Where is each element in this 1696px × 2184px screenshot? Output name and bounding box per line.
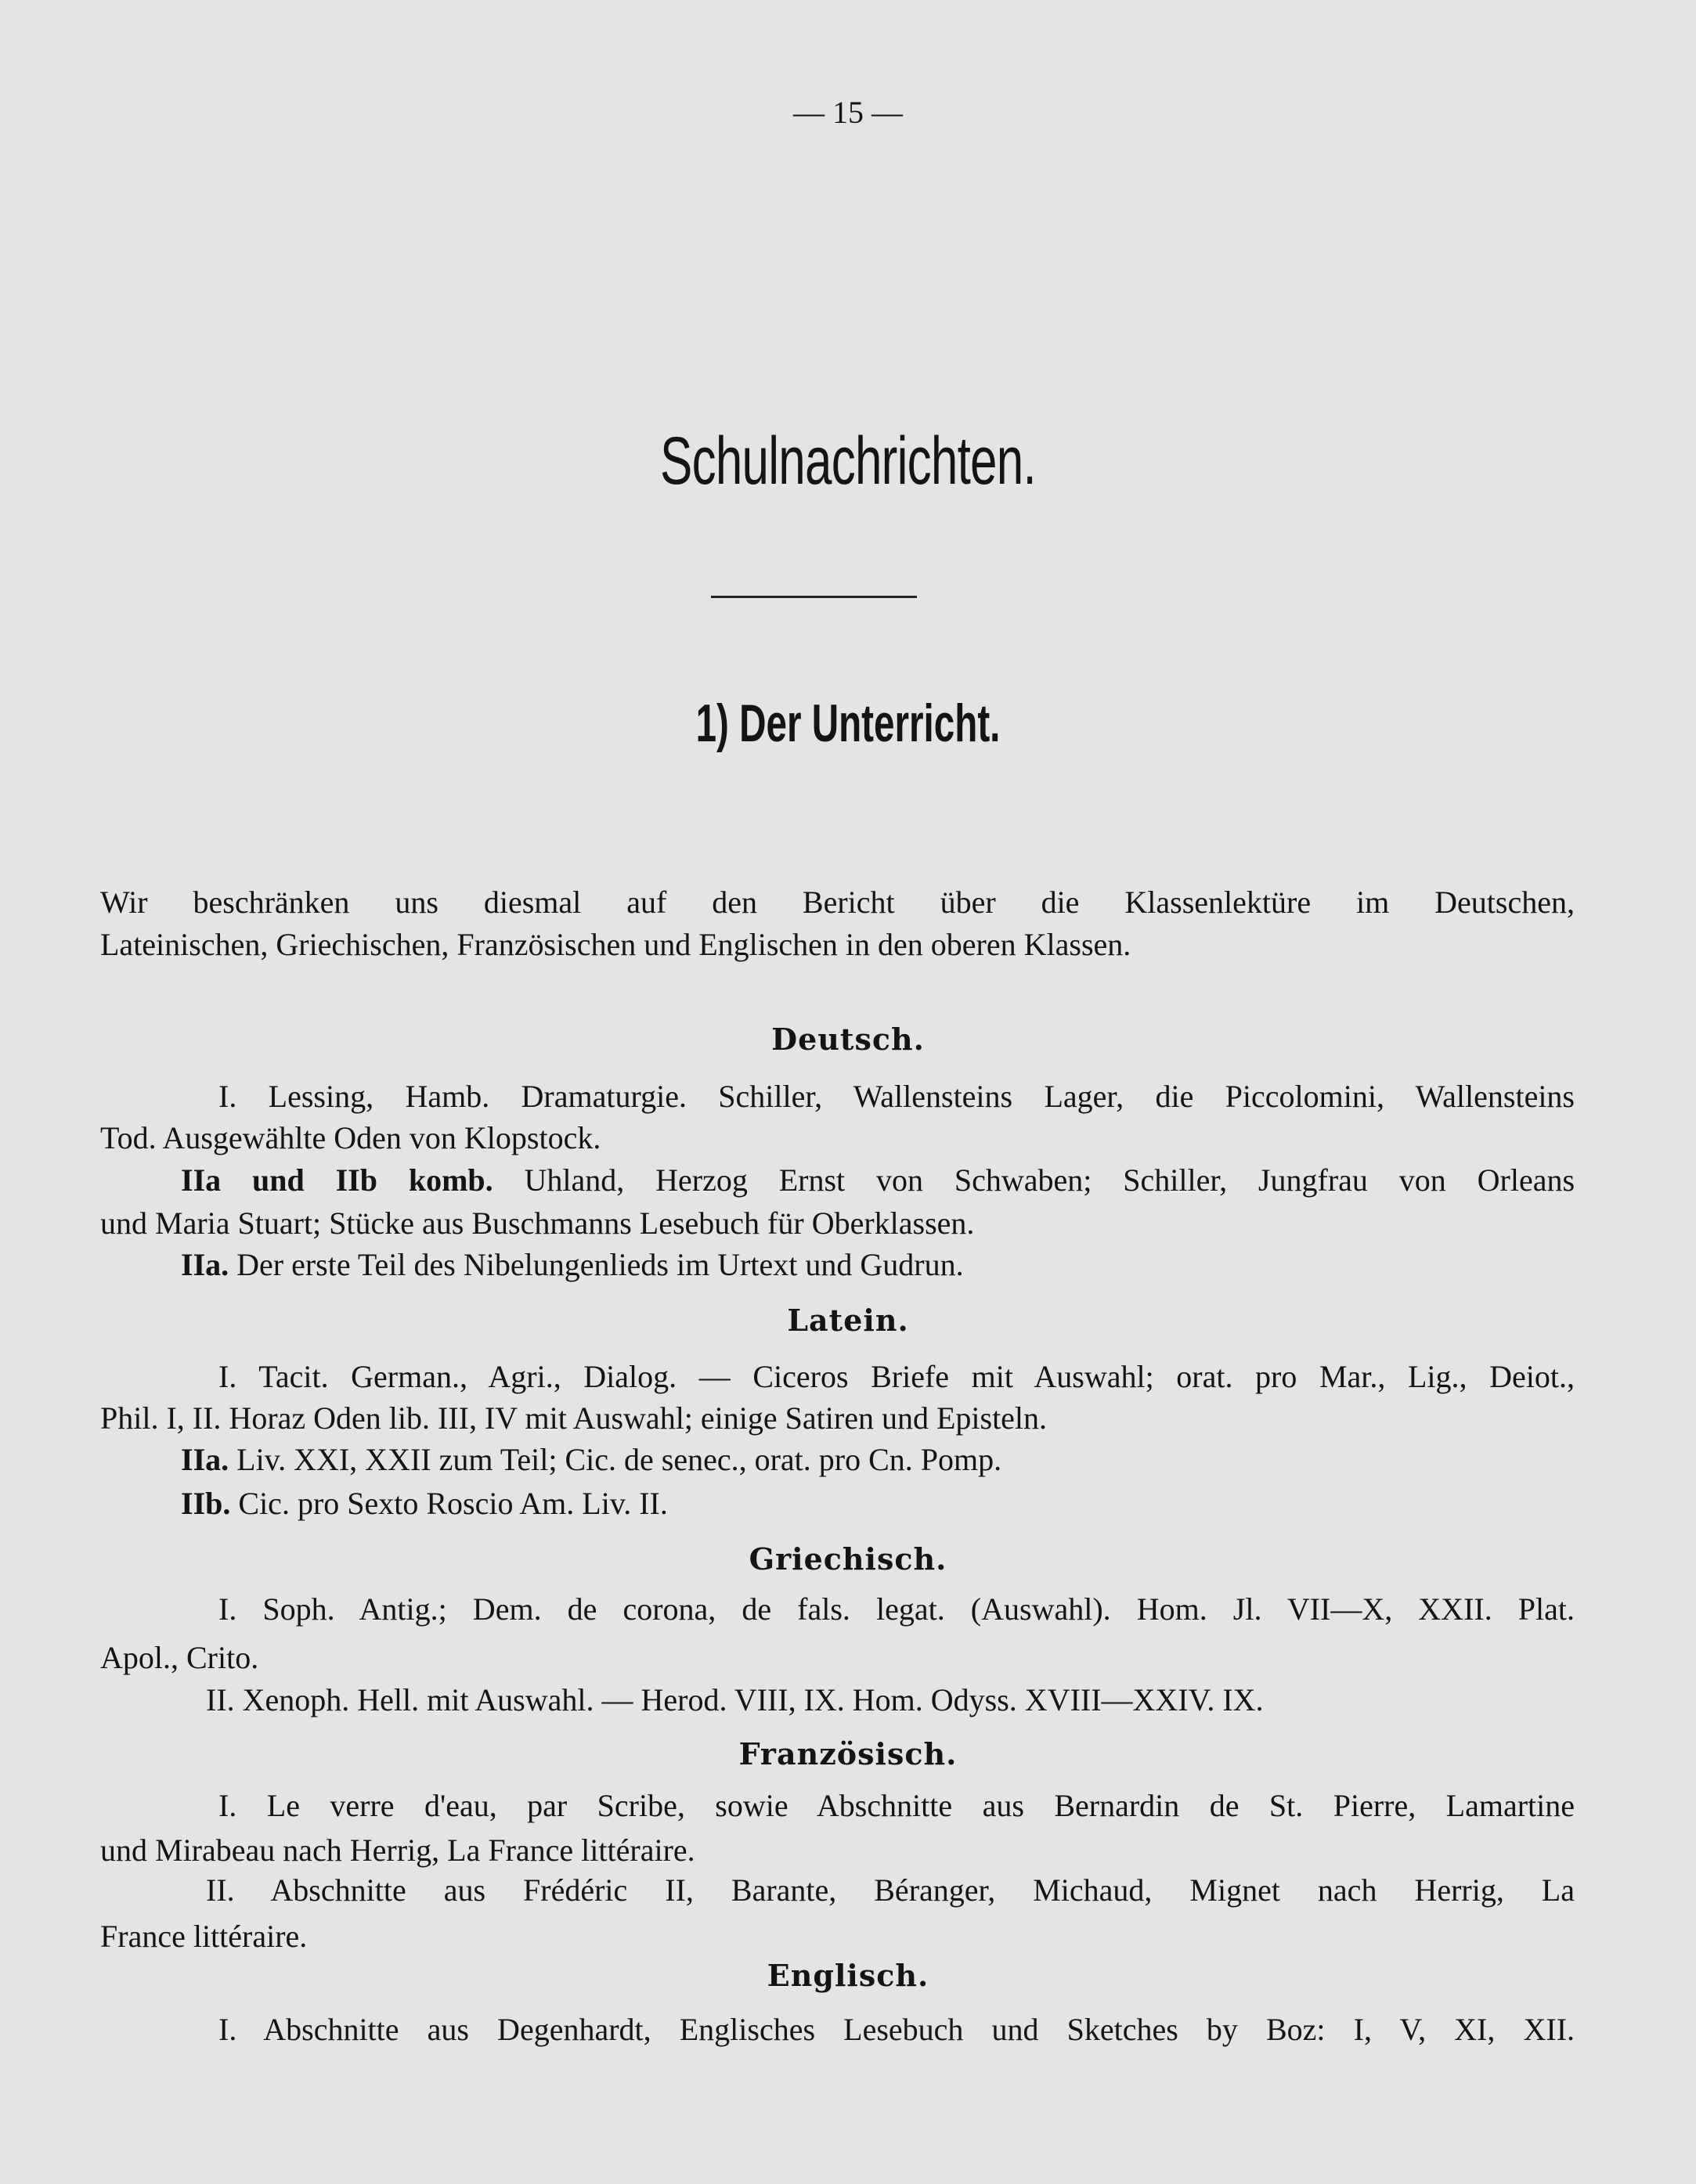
entry-continuation-line: und Maria Stuart; Stücke aus Buschmanns Lesebuch für Oberklassen. [100,1206,975,1241]
entry-first-line [206,1680,1575,1721]
subject-heading: Deutsch. [771,1022,925,1057]
intro-line: Lateinischen, Griechischen, Französischen und Englischen in den oberen Klassen. [100,927,1131,962]
class-label: IIa. [181,1247,229,1282]
entry-first-line [218,2009,1575,2050]
entry-text: Le verre d'eau, par Scribe, sowie Abschnitte aus Bernardin de St. Pierre, Lamartine [266,1788,1575,1823]
entry-first-line [181,1160,1575,1201]
entry-text: Tacit. German., Agri., Dialog. — Ciceros Briefe mit Auswahl; orat. pro Mar., Lig., Deiot., [258,1359,1575,1394]
subject-heading: Griechisch. [749,1541,947,1577]
entry-text: Lessing, Hamb. Dramaturgie. Schiller, Wallensteins Lager, die Piccolomini, Wallensteins [268,1079,1575,1114]
class-label: I. [218,1591,237,1627]
entry-text: Uhland, Herzog Ernst von Schwaben; Schiller, Jungfrau von Orleans [524,1162,1575,1198]
entry-text: Cic. pro Sexto Roscio Am. Liv. II. [238,1486,668,1521]
entry-first-line [218,1357,1575,1397]
class-label: IIb. [181,1486,231,1521]
page-number: — 15 — [793,95,903,130]
class-label: II. [206,1682,235,1717]
entry-continuation-line: Apol., Crito. [100,1640,259,1675]
class-label: II. [206,1872,235,1908]
entry-first-line [218,1076,1575,1117]
entry-first-line [218,1786,1575,1826]
entry-first-line [181,1440,1575,1480]
intro-line: Wir beschränken uns diesmal auf den Bericht über die Klassenlektüre im Deutschen, [100,885,1575,920]
entry-first-line [206,1870,1575,1911]
entry-text: Abschnitte aus Frédéric II, Barante, Béranger, Michaud, Mignet nach Herrig, La [270,1872,1575,1908]
class-label: IIa. [181,1442,229,1477]
entry-first-line [181,1483,1575,1524]
entry-first-line [181,1245,1575,1285]
entry-text: Soph. Antig.; Dem. de corona, de fals. legat. (Auswahl). Hom. Jl. VII—X, XXII. Plat. [262,1591,1575,1627]
class-label: I. [218,1788,237,1823]
entry-text: Abschnitte aus Degenhardt, Englisches Lesebuch und Sketches by Boz: I, V, XI, XII. [263,2012,1575,2047]
title-divider [711,596,917,598]
entry-continuation-line: und Mirabeau nach Herrig, La France littéraire. [100,1833,695,1868]
entry-text: Der erste Teil des Nibelungenlieds im Urtext und Gudrun. [236,1247,964,1282]
subject-heading: Latein. [787,1303,909,1338]
class-label: I. [218,1359,237,1394]
entry-continuation-line: Tod. Ausgewählte Oden von Klopstock. [100,1120,601,1155]
section-title: 1) Der Unterricht. [695,694,1001,753]
entry-text: Xenoph. Hell. mit Auswahl. — Herod. VIII, IX. Hom. Odyss. XVIII—XXIV. IX. [242,1682,1264,1717]
entry-first-line [218,1589,1575,1630]
class-label: I. [218,1079,237,1114]
subject-heading: Französisch. [738,1736,958,1771]
entry-continuation-line: France littéraire. [100,1919,308,1954]
subject-heading: Englisch. [767,1958,929,1993]
class-label: I. [218,2012,237,2047]
entry-text: Liv. XXI, XXII zum Teil; Cic. de senec., orat. pro Cn. Pomp. [236,1442,1002,1477]
page-title: Schulnachrichten. [660,423,1036,499]
class-label: IIa und IIb komb. [181,1162,493,1198]
entry-continuation-line: Phil. I, II. Horaz Oden lib. III, IV mit Auswahl; einige Satiren und Episteln. [100,1400,1048,1436]
